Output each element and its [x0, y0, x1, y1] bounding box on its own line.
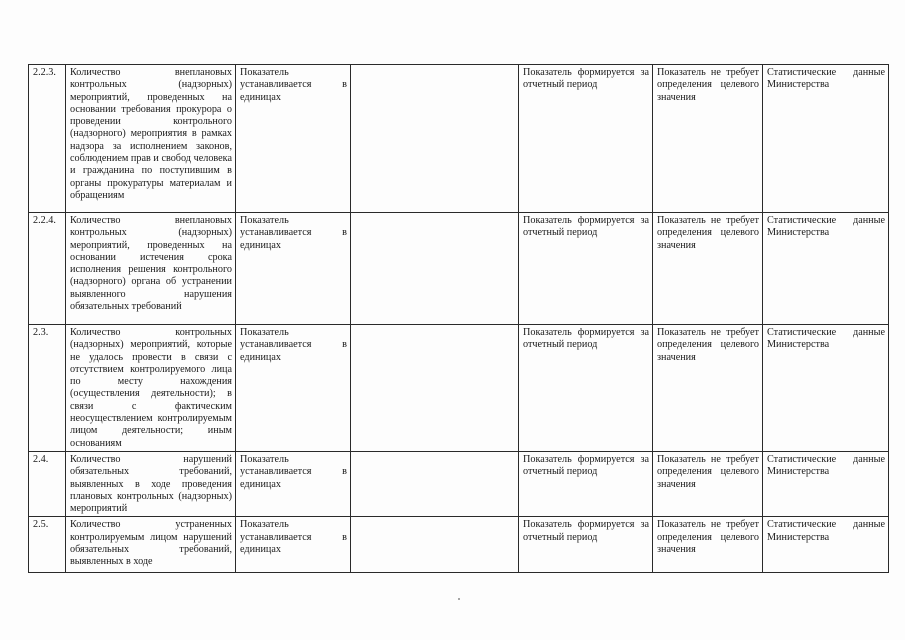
- row-number: 2.2.3.: [29, 65, 66, 213]
- row-number: 2.4.: [29, 451, 66, 516]
- target-value-note: Показатель не требует определения целевого значения: [653, 451, 763, 516]
- indicator-description: Количество устраненных контролируемым лицом нарушений обязательных требований, выявленных в ходе: [66, 517, 236, 573]
- empty-cell: [351, 325, 519, 452]
- target-value-note: Показатель не требует определения целевого значения: [653, 325, 763, 452]
- indicator-description: Количество внеплановых контрольных (надзорных) мероприятий, проведенных на основании требования прокурора о проведении контрольного (надзорного) мероприятия в рамках надзора за исполнением законов, соблюдением прав и свобод человека и гражданина по поступившим в органы прокуратуры материалам и обращениям: [66, 65, 236, 213]
- table-row: [29, 517, 889, 573]
- measurement-unit-note: Показатель устанавливается в единицах: [236, 451, 351, 516]
- data-source: Статистические данные Министерства: [763, 325, 889, 452]
- row-number: 2.3.: [29, 325, 66, 452]
- data-source: Статистические данные Министерства: [763, 517, 889, 573]
- indicators-table: [28, 64, 889, 573]
- row-number: 2.5.: [29, 517, 66, 573]
- empty-cell: [351, 65, 519, 213]
- data-source: Статистические данные Министерства: [763, 213, 889, 325]
- table-row: [29, 451, 889, 516]
- empty-cell: [351, 451, 519, 516]
- table-row: [29, 213, 889, 325]
- target-value-note: Показатель не требует определения целевого значения: [653, 65, 763, 213]
- target-value-note: Показатель не требует определения целевого значения: [653, 517, 763, 573]
- period-note: Показатель формируется за отчетный период: [519, 65, 653, 213]
- data-source: Статистические данные Министерства: [763, 451, 889, 516]
- indicator-description: Количество контрольных (надзорных) мероприятий, которые не удалось провести в связи с отсутствием контролируемого лица по месту нахождения (осуществления деятельности); в связи с фактическим неосуществлением контролируемым лицом деятельности; иным основаниям: [66, 325, 236, 452]
- period-note: Показатель формируется за отчетный период: [519, 325, 653, 452]
- scan-speck: [458, 598, 460, 600]
- empty-cell: [351, 213, 519, 325]
- measurement-unit-note: Показатель устанавливается в единицах: [236, 65, 351, 213]
- table-row: [29, 325, 889, 452]
- measurement-unit-note: Показатель устанавливается в единицах: [236, 213, 351, 325]
- period-note: Показатель формируется за отчетный период: [519, 451, 653, 516]
- row-number: 2.2.4.: [29, 213, 66, 325]
- period-note: Показатель формируется за отчетный период: [519, 517, 653, 573]
- measurement-unit-note: Показатель устанавливается в единицах: [236, 517, 351, 573]
- measurement-unit-note: Показатель устанавливается в единицах: [236, 325, 351, 452]
- table-row: [29, 65, 889, 213]
- data-source: Статистические данные Министерства: [763, 65, 889, 213]
- indicator-description: Количество нарушений обязательных требований, выявленных в ходе проведения плановых контрольных (надзорных) мероприятий: [66, 451, 236, 516]
- period-note: Показатель формируется за отчетный период: [519, 213, 653, 325]
- indicator-description: Количество внеплановых контрольных (надзорных) мероприятий, проведенных на основании истечения срока исполнения решения контрольного (надзорного) органа об устранении выявленного нарушения обязательных требований: [66, 213, 236, 325]
- empty-cell: [351, 517, 519, 573]
- target-value-note: Показатель не требует определения целевого значения: [653, 213, 763, 325]
